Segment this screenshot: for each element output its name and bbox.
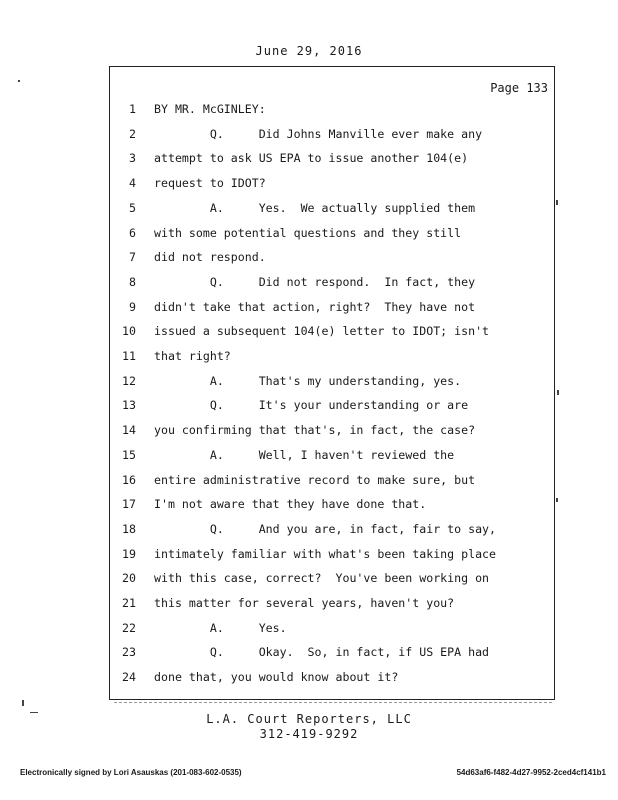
- line-number: 5: [129, 200, 136, 215]
- line-number: 13: [122, 398, 136, 413]
- line-number: 2: [129, 126, 136, 141]
- line-number: 15: [122, 447, 136, 462]
- scan-speck: [556, 498, 558, 502]
- line-number: 23: [122, 645, 136, 660]
- line-number: 8: [129, 274, 136, 289]
- line-text: A. That's my understanding, yes.: [154, 373, 462, 388]
- page-divider: [114, 702, 552, 705]
- line-number: 21: [122, 596, 136, 610]
- line-text: attempt to ask US EPA to issue another 104(e): [154, 151, 469, 166]
- page-number: Page 133: [490, 81, 548, 95]
- line-text: Q. Did not respond. In fact, they: [154, 274, 476, 289]
- line-text: done that, you would know about it?: [154, 670, 399, 685]
- line-number: 1: [129, 102, 136, 116]
- line-text: with this case, correct? You've been working on: [154, 571, 490, 586]
- line-text: Q. Did Johns Manville ever make any: [154, 126, 483, 141]
- line-number: 20: [122, 571, 136, 586]
- line-text: that right?: [154, 349, 231, 363]
- line-text: A. Yes. We actually supplied them: [154, 200, 476, 215]
- line-text: Q. It's your understanding or are: [154, 398, 469, 413]
- line-number: 4: [129, 176, 136, 191]
- line-number: 18: [122, 521, 136, 536]
- line-number: 10: [122, 324, 136, 339]
- line-text: this matter for several years, haven't you?: [154, 596, 455, 610]
- scan-speck: [22, 700, 24, 706]
- scan-speck: [556, 200, 558, 205]
- court-reporter-phone: 312-419-9292: [259, 727, 359, 741]
- line-number: 16: [122, 472, 136, 487]
- line-number: 24: [122, 670, 136, 685]
- line-text: with some potential questions and they still: [154, 225, 462, 240]
- line-text: didn't take that action, right? They have not: [154, 299, 476, 314]
- line-text: entire administrative record to make sure, but: [154, 472, 476, 487]
- line-number: 7: [129, 250, 136, 265]
- transcript-date: June 29, 2016: [255, 44, 363, 58]
- line-text: Q. Okay. So, in fact, if US EPA had: [154, 645, 490, 660]
- scan-speck: [30, 712, 38, 713]
- line-number: 19: [122, 546, 136, 561]
- line-text: I'm not aware that they have done that.: [154, 497, 427, 512]
- line-text: intimately familiar with what's been taking place: [154, 546, 497, 561]
- line-text: BY MR. McGINLEY:: [154, 102, 266, 116]
- line-number: 11: [122, 349, 136, 363]
- electronic-signature-note: Electronically signed by Lori Asauskas (201-083-602-0535): [20, 768, 242, 777]
- line-number: 22: [122, 620, 136, 635]
- line-number: 9: [129, 299, 136, 314]
- line-text: A. Well, I haven't reviewed the: [154, 447, 455, 462]
- line-number: 14: [122, 423, 136, 438]
- line-text: A. Yes.: [154, 620, 287, 635]
- line-number: 12: [122, 373, 136, 388]
- line-number: 17: [122, 497, 136, 512]
- document-id: 54d63af6-f482-4d27-9952-2ced4cf141b1: [456, 768, 606, 777]
- scan-speck: [18, 80, 20, 82]
- court-reporter-name: L.A. Court Reporters, LLC: [206, 712, 412, 726]
- line-text: Q. And you are, in fact, fair to say,: [154, 521, 497, 536]
- line-text: issued a subsequent 104(e) letter to IDOT; isn't: [154, 324, 490, 339]
- line-text: you confirming that that's, in fact, the case?: [154, 423, 476, 438]
- line-text: request to IDOT?: [154, 176, 266, 191]
- transcript-page-frame: [109, 66, 555, 700]
- line-number: 6: [129, 225, 136, 240]
- line-text: did not respond.: [154, 250, 266, 265]
- line-number: 3: [129, 151, 136, 166]
- scan-speck: [557, 390, 559, 395]
